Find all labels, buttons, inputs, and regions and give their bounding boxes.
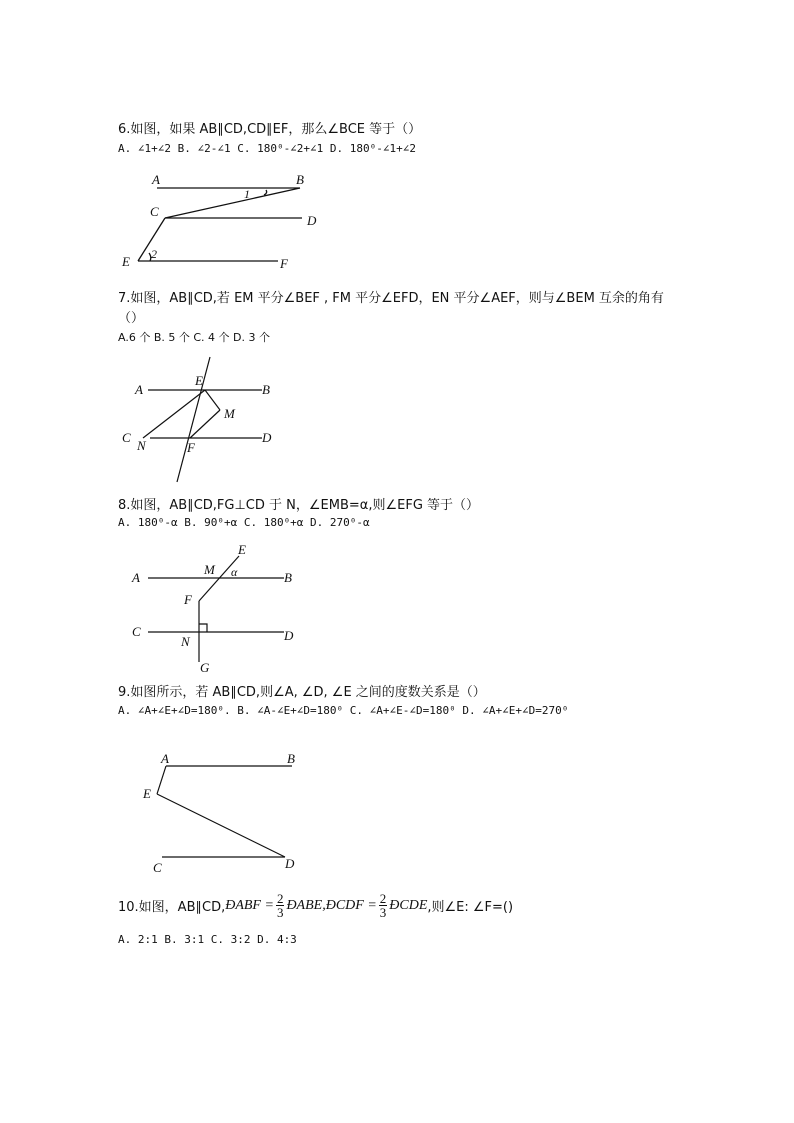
q6-angle-1: 1 (244, 187, 250, 201)
q8-label-C: C (132, 624, 141, 639)
q9-options: A. ∠A+∠E+∠D=180⁰. B. ∠A-∠E+∠D=180⁰ C. ∠A+∠E-∠D=180⁰ D. ∠A+∠E+∠D=270⁰ (118, 704, 569, 717)
q7-label-N: N (137, 438, 146, 453)
q9-label-E: E (143, 786, 151, 801)
q10-fraction-1 (276, 892, 285, 919)
q6-label-F: F (280, 256, 288, 271)
q8-label-G: G (200, 660, 210, 675)
q10-stem (118, 892, 513, 919)
q8-label-N: N (181, 634, 190, 649)
q8-label-D: D (284, 628, 294, 643)
q7-options: A.6 个 B. 5 个 C. 4 个 D. 3 个 (118, 331, 270, 344)
q8-options: A. 180⁰-α B. 90⁰+α C. 180⁰+α D. 270⁰-α (118, 516, 370, 529)
q6-label-B: B (296, 172, 304, 187)
q7-label-C: C (122, 430, 131, 445)
q9-label-B: B (287, 751, 295, 766)
q6-stem: 6.如图，如果 AB∥CD,CD∥EF，那么∠BCE 等于（） (118, 122, 422, 137)
q10-frac2-num: 2 (379, 891, 387, 906)
q10-stem-pre: 10.如图，AB∥CD, (118, 900, 226, 915)
q6-label-C: C (150, 204, 159, 219)
q9-label-A: A (161, 751, 169, 766)
q7-stem: 7.如图，AB∥CD,若 EM 平分∠BEF , FM 平分∠EFD，EN 平分∠AEF，则与∠BEM 互余的角有 (118, 291, 664, 306)
q9-stem: 9.如图所示，若 AB∥CD,则∠A, ∠D, ∠E 之间的度数关系是（） (118, 685, 486, 700)
q8-label-F: F (184, 592, 192, 607)
q10-stem-post: ,则∠E: ∠F=() (427, 900, 514, 915)
q10-expr1-right: ĐABE,ĐCDF = (286, 897, 377, 913)
q7-stem-cont: （） (118, 311, 145, 326)
q10-fraction-2 (379, 892, 388, 919)
q7-label-M: M (224, 406, 235, 421)
q7-label-E: E (195, 373, 203, 388)
q7-label-A: A (135, 382, 143, 397)
q10-options: A. 2:1 B. 3:1 C. 3:2 D. 4:3 (118, 933, 297, 946)
q6-options: A. ∠1+∠2 B. ∠2-∠1 C. 180⁰-∠2+∠1 D. 180⁰-∠1+∠2 (118, 142, 417, 155)
q7-label-D: D (262, 430, 272, 445)
q8-label-alpha: α (231, 565, 238, 579)
q10-expr2-right: ĐCDE (389, 897, 428, 913)
q9-label-D: D (285, 856, 295, 871)
q10-frac1-den: 3 (276, 905, 284, 920)
q8-stem: 8.如图，AB∥CD,FG⊥CD 于 N，∠EMB=α,则∠EFG 等于（） (118, 498, 480, 513)
q6-label-E: E (122, 254, 130, 269)
q8-label-M: M (204, 562, 215, 577)
q6-label-D: D (307, 213, 317, 228)
q8-label-B: B (284, 570, 292, 585)
q8-label-A: A (132, 570, 140, 585)
q7-label-B: B (262, 382, 270, 397)
q6-label-A: A (152, 172, 160, 187)
q10-frac2-den: 3 (379, 905, 387, 920)
q7-label-F: F (187, 440, 195, 455)
q9-label-C: C (153, 860, 162, 875)
q8-label-E: E (238, 542, 246, 557)
q10-frac1-num: 2 (276, 891, 284, 906)
q6-angle-2: 2 (151, 247, 157, 261)
q10-expr1-left: ĐABF = (225, 897, 274, 913)
